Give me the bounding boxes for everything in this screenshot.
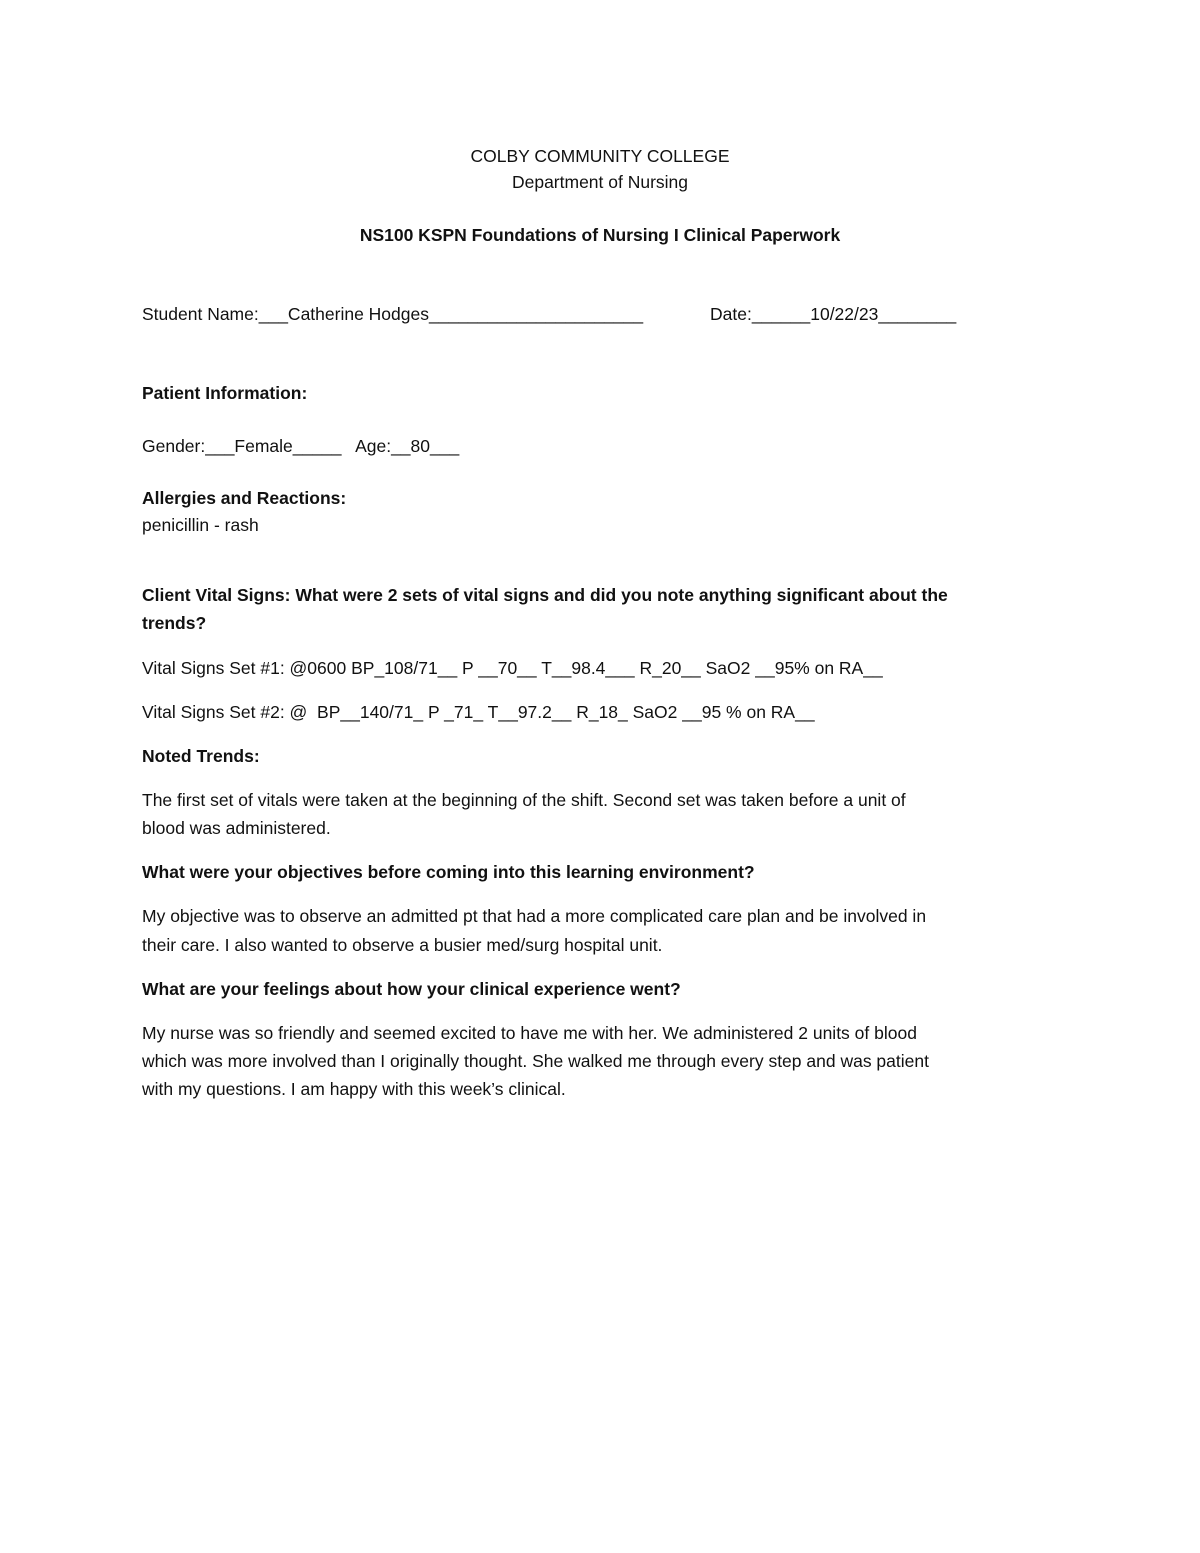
date-value: ______10/22/23________ <box>751 304 957 324</box>
gender-age-line: Gender:___Female_____ Age:__80___ <box>142 436 460 456</box>
noted-trends-line-2: blood was administered. <box>142 818 331 838</box>
feelings-answer-line-3: with my questions. I am happy with this week’s clinical. <box>142 1079 566 1099</box>
feelings-answer-line-2: which was more involved than I originally thought. She walked me through every step and was patient <box>142 1051 929 1071</box>
noted-trends-line-1: The first set of vitals were taken at the beginning of the shift. Second set was taken before a unit of <box>142 790 906 810</box>
allergies-heading: Allergies and Reactions: <box>142 488 347 508</box>
vitals-question-line-1: Client Vital Signs: What were 2 sets of vital signs and did you note anything significant about the <box>142 585 948 605</box>
objectives-answer-line-1: My objective was to observe an admitted pt that had a more complicated care plan and be involved in <box>142 906 927 926</box>
objectives-question: What were your objectives before coming into this learning environment? <box>142 862 755 882</box>
student-name-label: Student Name: <box>142 304 259 324</box>
vitals-question-line-2: trends? <box>142 613 207 633</box>
date-field <box>710 300 956 328</box>
feelings-question: What are your feelings about how your clinical experience went? <box>142 979 681 999</box>
feelings-answer-line-1: My nurse was so friendly and seemed excited to have me with her. We administered 2 units of blood <box>142 1023 917 1043</box>
patient-info-heading: Patient Information: <box>142 383 308 403</box>
course-title: NS100 KSPN Foundations of Nursing I Clinical Paperwork <box>359 225 841 245</box>
college-name: COLBY COMMUNITY COLLEGE <box>470 146 730 166</box>
allergies-value: penicillin - rash <box>142 515 259 535</box>
vital-signs-set-1: Vital Signs Set #1: @0600 BP_108/71__ P __70__ T__98.4___ R_20__ SaO2 __95% on RA__ <box>142 658 883 678</box>
vital-signs-set-2: Vital Signs Set #2: @ BP__140/71_ P _71_ T__97.2__ R_18_ SaO2 __95 % on RA__ <box>142 702 815 722</box>
student-name-value: ___Catherine Hodges______________________ <box>258 304 644 324</box>
objectives-answer-line-2: their care. I also wanted to observe a busier med/surg hospital unit. <box>142 935 663 955</box>
date-label: Date: <box>710 304 752 324</box>
department-name: Department of Nursing <box>511 172 689 192</box>
noted-trends-heading: Noted Trends: <box>142 746 260 766</box>
student-name-field <box>142 300 643 328</box>
